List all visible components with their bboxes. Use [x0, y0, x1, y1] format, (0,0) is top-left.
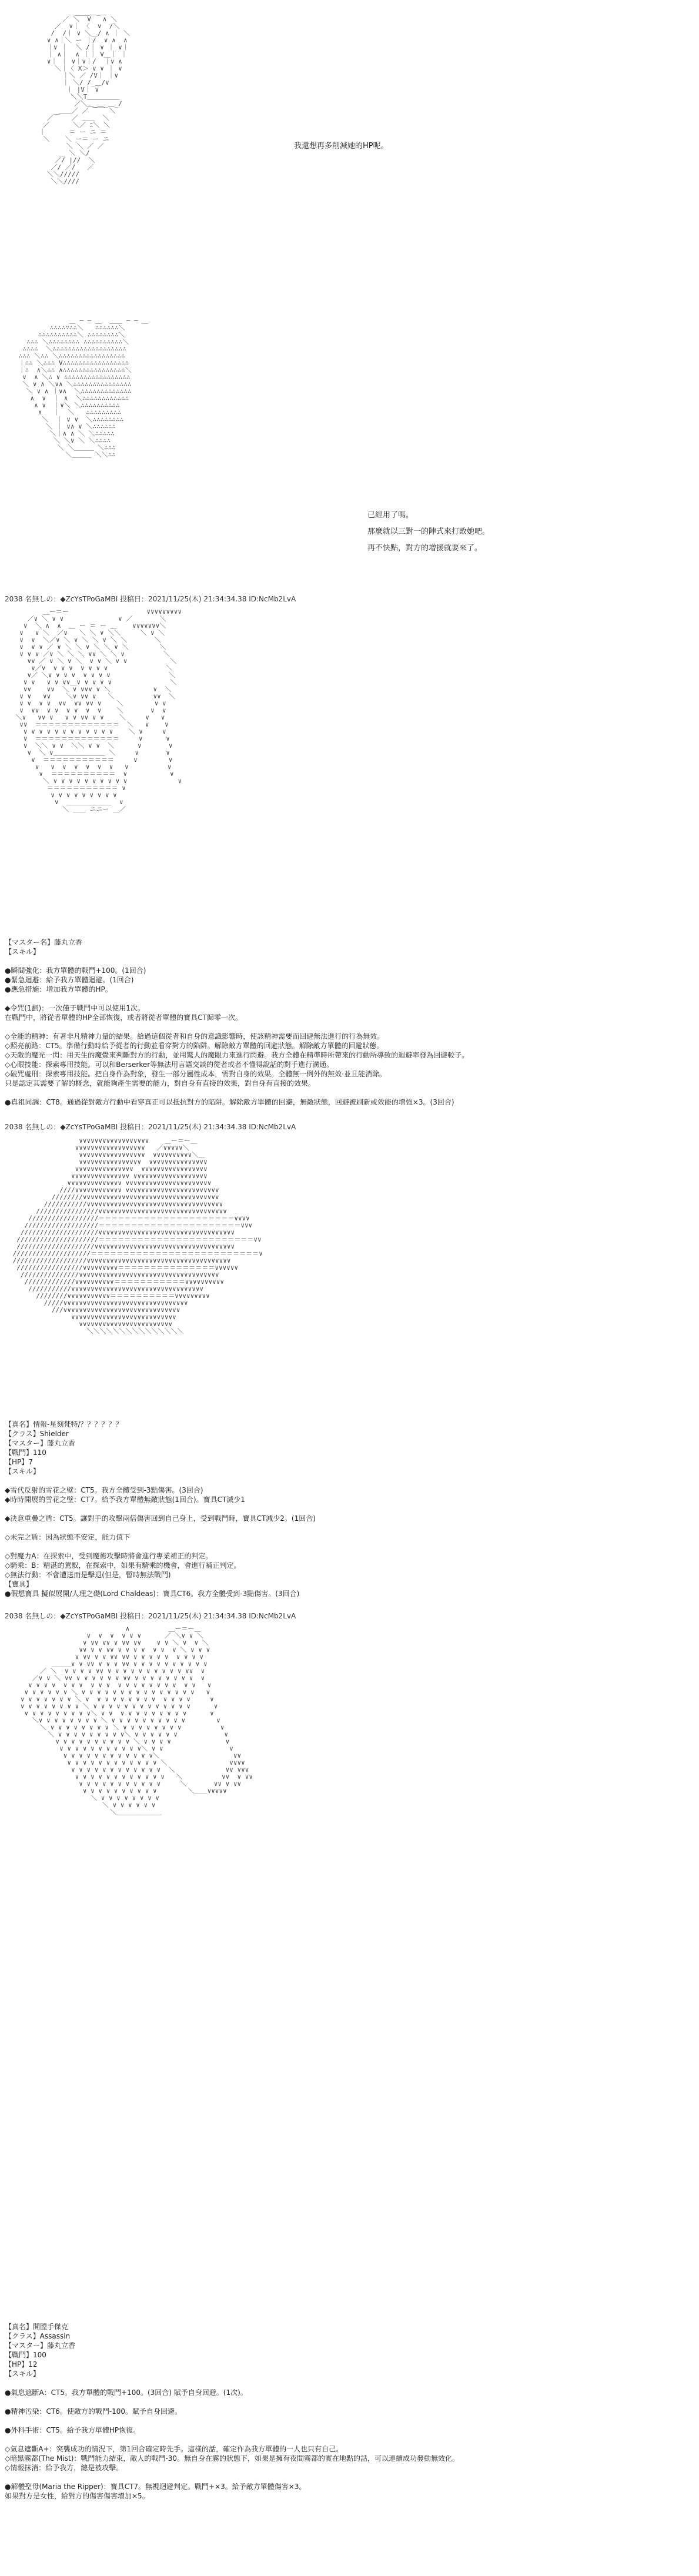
sheet-line: 【戰鬥】100: [5, 2351, 46, 2359]
sheet-line: [5, 2397, 693, 2407]
sheet-line: [5, 1504, 693, 1514]
sheet-line: ◇對魔力A：在探索中，受到魔術攻擊時將會進行專業補正的判定。: [5, 1552, 213, 1560]
sheet-line: 【マスター】藤丸立香: [5, 2341, 76, 2350]
sheet-line: [5, 2378, 693, 2388]
sheet-line: 【真名】情報-星刻梵特/？？？？？？: [5, 1420, 123, 1428]
narration-line: 那麼就以三對一的陣式來打敗她吧。: [367, 527, 490, 536]
sheet-line: [5, 1542, 693, 1551]
sheet-line: 只是認定其需要了解的概念，就能夠產生需要的能力，對自身有直接的效果，對自身有直接的效果。: [5, 1079, 316, 1088]
character-sheet-master: [5, 938, 693, 1107]
sheet-line: ●氣息遮斷A：CT5。我方單體的戰鬥+100。(3回合) 賦予自身回避。(1次)。: [5, 2388, 248, 2397]
sheet-line: [5, 2473, 693, 2482]
sheet-line: ●瞬間強化：我方單體的戰鬥+100。(1回合): [5, 966, 146, 975]
sheet-line: [5, 956, 693, 966]
sheet-line: [5, 1088, 693, 1098]
ascii-art-figure-1: ____＿_＿ ／ ＼ V ∧ ＼ ／ ∨｜ 〈 ∨ /＼ / /｜ ∨ ＼＿/ ∧ ｜ ＼ ∨ ∧｜＼ ー ｜/ ∨ ∧ ∧ ｜∨ ｜ ＼ /｜ ∨ ｜ ∨｜ ｜ ∧｜ ∧ ｜｜ V＿｜ ｜ ∨｜ ｜ ∨｜∨｜/ ｜∨ ∧ ＼｜〈 X＞ ∨ ∨ ｜ ∨ ｜＼ ／ /V｜ ｜∨ ｜ ＼/ /_＿/∨ ｜ |V｜ ∨ ＼＼T＿＿＿＿＿ ／＼＿_＿_＿_/ ＿＿／ ／ ￣￣ ＼ ／￣ ／ ＿＿ ＼ ／ ＼／ ﾆ＼ ＼ ｜ ＝ ー ニ ＝ ＼ ＼ ー＝ ー ニ ＼ ＼ ／ ／ ＿ ＼ ＼/ ／/ |// ＼ ／/ ／/ ／ ＼＼///// ＼＼////: [39, 9, 130, 185]
post-header: 2038 名無しの：◆ZcYsTPoGaMBI 投稿日：2021/11/25(木) 21:34:34.38 ID:NcMb2LvA: [5, 595, 296, 603]
ascii-art-figure-5: ∧ ＿ー＝ー＿ ∨ ∨ ∨ ∨ ∨ ∨ ／ ＼∨ ∨ ＼ ∨ ∨∨ ∨∨ ∨ ∨∨ ∨∨ ∨ ∨ ＼ ∨ ∨ ＼ ∨∨ ∨ ∨ ∨∨ ∨ ∨ ∨ ∨ ∨ ∨ ∨ ＼ ∨ ∨ ∨ ∨ ∨∨ ∨ ∨ ∨∨ ∨∨ ∨ ∨ ∨ ∨ ∨ ∨ ∨ ∨ ∨ ＿＿＿∨ ∨ ∨∨ ∨ ∨ ∨ ∨∨ ∨ ∨ ∨ ∨ ∨ ∨ ∨ ∨ ∨ ∨ ／ ＼ ∨ ∨ ∨ ∨ ∨∨ ∨ ∨ ∨ ∨ ∨ ∨ ∨ ∨ ∨ ∨ ∨∨ ∨ ／∨ ∨ ＼ ∨∨ ∨ ∨ ∨ ∨ ∨ ∨ ∨∨ ∨ ∨ ∨ ∨ ∨ ∨ ∨ ∨ ∨ ∨ ∨ ∨ ∨ ∨ ∨ ∨ ∨ ∨ ∨ ∨ ∨ ∨ ∨ ∨ ∨ ∨ ∨ ∨ ∨ ∨ ∨ ∨ ∨ ∨ ∨ ∨ ＼ ∨ ∨ ∨ ∨ ∨ ∨ ∨ ∨ ∨ ∨ ∨ ∨ ∨ ∨ ∨ ∨ ∨ ∨ ∨ ∨ ∨ ∨ ∨ ＼ ∨ ∨ ∨ ∨ ∨ ∨ ∨ ∨ ∨ ∨ ∨ ∨ ∨ ∨ ∨ ∨ ∨ ∨ ∨ ∨ ∨ ∨ ＼ ∨ ∨ ∨ ∨ ∨ ∨ ∨ ∨ ∨ ∨ ∨ ∨ ∨ ∨ ∨ ∨ ∨ ∨ ∨ ∨ ∨ ∨ ∨＼ ∨ ∨ ∨ ∨ ∨ ∨ ∨ ∨ ∨ ∨ ∨ ∨ ＼∨ ∨ ∨ ∨ ∨ ∨ ∨ ∨ ＼ ∨ ∨ ∨ ∨ ∨ ∨ ∨ ∨ ∨ ∨ ∨ ＼ ∨ ∨ ∨ ∨ ∨ ∨ ∨ ∨ ＼ ∨ ∨ ∨ ∨ ∨ ∨ ∨ ∨ ∨ ＼ ∨ ∨ ∨ ∨ ∨ ∨ ∨ ∨ ∨＼ ∨ ∨ ∨ ∨ ∨ ∨ ∨ ∨ ∨ ∨ ∨ ∨ ∨ ∨ ∨ ∨ ∨ ＼ ∨ ∨ ∨ ∨ ∨ ∨ ∨ ∨ ∨ ∨ ∨ ∨ ∨ ∨ ∨ ∨＼ ∨ ∨ ∨ ∨ ∨ ∨ ∨ ∨ ∨ ∨ ∨ ∨ ∨ ∨ ∨＼ ∨∨ ∨ ∨ ∨ ∨ ∨ ∨ ∨ ∨ ∨ ∨ ∨ ∨ ＼ ∨∨∨∨ ∨ ∨ ∨ ∨ ∨ ∨ ∨ ∨ ∨ ∨ ∨ ∨ ＼ ∨∨ ∨∨∨ ∨ ∨ ∨ ∨ ∨ ∨ ∨ ∨ ∨ ∨ ∨ ∨ ＼ ∨∨ ∨ ∨∨ ∨ ∨ ∨ ∨ ∨ ∨ ∨ ∨ ∨ ∨ ∨ ＼ ∨∨ ∨ ∨∨ ∨ ∨ ∨ ∨ ∨ ∨ ∨ ∨ ∨ ∨ ＼＿＿∨∨∨∨∨ ＼ ∨ ∨ ∨ ∨ ∨ ∨ ∨ ∨ ＼ ∨ ∨ ∨ ∨ ∨ ∨ ＼＿＿＿＿＿＿＿: [20, 1625, 253, 1816]
sheet-line: ◇情報抹消：給予我方，總是被攻擊。: [5, 2464, 123, 2472]
character-sheet-shielder: [5, 1420, 693, 1598]
sheet-line: [5, 1523, 693, 1533]
sheet-line: ●精神汚染：CT6。使敵方的戰鬥-100。賦予自身回避。: [5, 2407, 182, 2416]
sheet-line: ◇心眼技能：探索專用技能。可以和Berserker等無法用言語交談的從者或者不懂得說話的對手進行溝通。: [5, 1060, 334, 1069]
sheet-line: ●緊急迴避：給予我方單體迴避。(1回合): [5, 976, 134, 984]
sheet-line: ●應急措施：增加我方單體的HP。: [5, 985, 112, 993]
sheet-line: ◇未完之盾：因為狀態不安定，能力值下: [5, 1533, 131, 1541]
sheet-line: ◆令咒(1劃)：一次僅于戰鬥中可以使用1次。: [5, 1004, 145, 1012]
sheet-line: ◇破咒處刑：探索專用技能。把自身作為對象，發生一部分屬性成本，需對自身的效果。全體無一例外的無效·並且能消除。: [5, 1070, 387, 1078]
sheet-line: 在戰鬥中，將從者單體的HP全部恢復，或者將從者單體的寶具CT歸零一次。: [5, 1013, 242, 1022]
sheet-line: ●外科手術：CT5。給予我方單體HP恢復。: [5, 2426, 141, 2434]
sheet-line: 如果對方是女性，給對方的傷害傷害增加×5。: [5, 2492, 149, 2500]
sheet-line: 【スキル】: [5, 2370, 40, 2378]
sheet-line: 【HP】12: [5, 2360, 38, 2368]
sheet-line: ◆時時開展的雪花之壁：CT7。給予我方單體無敵狀態(1回合)。寶具CT減少1: [5, 1496, 245, 1504]
sheet-line: 【寶具】: [5, 1580, 34, 1588]
sheet-line: ◆決意重疊之盾：CT5。讓對手的攻擊兩倍傷害回到自己身上，受到戰鬥時，寶具CT減少2。(1回合): [5, 1514, 316, 1523]
ascii-art-figure-2: ＿ ─ ─ ＿ ＿＿ ─ ─ ＿ ∴∴∴∴∵∴∴＼ ∴∴∴∴∴∴＼ ∴∴∴∴∴∴∴∴∴∴＼ ∴∴∴∴∴∴∴∴＼ ∴∴∴ ＼∴∴∴∴∴∴∴∴ ∴∴∴∴∴∴∴∴∴∴＼ ∴∴∴∴ ＼∴∴∴∴∴∴∴∴∴∴∴∴∴∴∴∴∴∴∴ ∴∴∴ ＼∴∴ ＼∴∴∴∴∴∴∴∴∴∴∴∴∴∴∴∴∴ ｜∴∴ ＼∴∴∴ V∴∴∴∴∴∴∴∴∴∴∴∴∴∴∴∴∴ ｜∴ ∧＼∴∴ ∧∴∴∴∴∴∴∴∴∴∴∴∴∴∴∴∴＼ ∨ ∧ ＼∴ ∨ ∴∴∴∴∴∴∴∴∴∴∴∴∴∴∴∴∴ ＼ ∨ ∧ ＼∨∧ ＼∴∴∴∴∴∴∴∴∴∴∴∴∴∴∴ ＼ ∨ ∧ ｜∨∧ ＼∴∴∴∴∴∴∴∴∴∴∴∴∴ ∧ ∨ ｜ ∧ ＼∴∴∴∴∴∴∴∴∴∴∴∴ ∧ ∨ ｜∨＼ ＼∴∴∴∴∴∴∴∴∴∴ ∧ ｜ ＼ ∴∴∴∴∴∴∴∴∴ ＼ ｜ ∨ ∨ ＼∴∴∴∴∴∴∴∴ ＼ ｜ ∨∧ ∨ ＼∴∴∴∴∴∴ ＼｜∧ ∧ ＼ ＼∴∴∴∴∴ ＼ ＼∨ ＼ ＼∴∴∴∴ ＼ ＼＿＿＿ ＼∴∴∴ ＼＿＿＿ ＼＼∴∴: [18, 317, 149, 459]
sheet-line: 【真名】開膛手傑克: [5, 2323, 69, 2331]
sheet-line: 【スキル】: [5, 948, 40, 956]
sheet-line: ●解體聖母(Maria the Ripper)：寶具CT7。無視迴避判定。戰鬥+×3。給予敵方單體傷害×3。: [5, 2483, 306, 2491]
post-header: 2038 名無しの：◆ZcYsTPoGaMBI 投稿日：2021/11/25(木) 21:34:34.38 ID:NcMb2LvA: [5, 1612, 296, 1620]
sheet-line: 【HP】7: [5, 1458, 33, 1466]
post-header: 2038 名無しの：◆ZcYsTPoGaMBI 投稿日：2021/11/25(木) 21:34:34.38 ID:NcMb2LvA: [5, 1123, 296, 1131]
sheet-line: ◇騎乘：B：精湛的駕馭，在探索中，如果有騎乘的機會，會進行補正判定。: [5, 1561, 241, 1570]
sheet-line: 【マスター】藤丸立香: [5, 1439, 76, 1447]
sheet-line: [5, 994, 693, 1003]
ascii-art-figure-3: ＿ー＝ー ∨∨∨∨∨∨∨∨∨ ／∨ ＼ ∨ ∨ ∨ ／ ＼ ∨ ＼ ∧ ∧ ＿ ー ＝ ー ＿ ∨∨∨∨∨∨∨＼ ∨ ∨ ＼ ／∨ ＼ ＼ ∨ ＼＼ ＼ ∨ ＼ ∨ ∨ ＼／∨ ＼ ∨ ＼ ＼ ∨ ＼ ＼ ＼ ∨ ∨ ∨ ／ ∨ ＼ ＼ ∨ ＼ ＼ ∨ ＼ ＼ ∨ ∨ ∨ ／∨ ＼ ＼ ＼ ∨∨ ＼ ＼ ∨ ＼ ∨∨ ／ ∨ ＼ ∨ ＼ ∨ ∨ ＼ ∨ ∨ ＼ ∨／∨ ∨ ∨ ∨ ∨ ∨ ∨ ∨ ＼ ∨／ ＼∨ ∨ ∨ ∨ ∨ ∨ ∨ ∨ ＼ ∨ ∨ ∨ ∨ ∨∨＿∨ ∨ ∨ ∨ ∨ ＼ ∨∨ ∨∨ ＼ ∨ ∨∨∨ ∨ ＼ ∨ ＼ ∨ ∨ ∨∨ ＼∨ ∨∨ ∨ ＼ ∨∨ ＼ ∨ ∨ ∨ ∨ ∨∨ ∨∨ ∨∨ ∨ ＼ ∨ ∨ ∨ ∨∨ ∨ ∨ ∨ ∨ ∨ ∨ ＼ ∨ ∨ ＼∨ ∨∨ ∨ ∨ ∨ ∨∨ ∨ ∨ ＼ ∨ ∨ ∨∨ ＝＝＝＝＝＝＝＝＝＝＝＝＝ ＼ ∨ ∨ ∨ ∨ ∨ ∨ ∨ ∨ ∨ ∨ ∨ ∨ ∨ ∨ ＼ ∨ ∨ ∨ ＝＝＝＝＝＝＝＝＝＝＝＝＝ ∨ ∨ ∨ ＼＼ ∨ ∨ ＼＼ ∨ ∨ ＼ ∨ ∨ ∨ ＼ ∨＿＿＿＿＿＿＿＿ ＼ ∨ ∨ ∨ ＝＝＝＝＝＝＝＝＝＝＝ ∨ ∨ ∨ ∨ ∨ ∨ ∨ ∨ ∨ ∨ ∨ ∨ ＝＝＝＝＝＝＝＝＝＝ ∨ ∨ ＼ ∨ ∨ ∨ ∨ ∨ ∨ ∨ ∨ ∨ ∨ ∨ ＝＝＝＝＝＝＝＝＝＝＝ ∨ ∨ ∨ ∨ ∨ ∨ ∨ ∨ ∨ ∨ ∨ ＿＿＿＿＿＿＿ ∨ ＼ ＿＿ ニニー ＿／: [15, 608, 182, 813]
narration-line: 我還想再多削減她的HP呢。: [294, 142, 389, 150]
narration-line: 再不快點，對方的增援就要來了。: [367, 544, 483, 553]
narration-line: 已經用了嗎。: [367, 511, 414, 520]
sheet-line: ●假想寶具 擬似展開/人理之礎(Lord Chaldeas)：寶具CT6。我方全體受到-3點傷害。(3回合): [5, 1590, 300, 1598]
sheet-line: ◇全能的精神：有著非凡精神力量的結果。給過這個從者和自身的意識影響時，使該精神需要而回避無法進行的行為無效。: [5, 1032, 384, 1041]
sheet-line: [5, 2435, 693, 2444]
sheet-line: [5, 2416, 693, 2426]
character-sheet-assassin: [5, 2322, 693, 2501]
sheet-line: 【戰鬥】110: [5, 1448, 46, 1457]
ascii-art-figure-4: ∨∨∨∨∨∨∨∨∨∨∨∨∨∨∨∨∨∨ ＿ー＝ー＿ ∨∨∨∨∨∨∨∨∨∨∨∨∨∨∨∨∨∨ ／∨∨∨∨∨＼ ∨∨∨∨∨∨∨∨∨∨∨∨∨∨∨∨∨ ∨∨∨∨∨∨∨∨∨∨＼＿ ∨∨∨∨∨∨∨∨∨∨∨∨∨∨∨∨ ∨∨∨∨∨∨∨∨∨∨∨∨∨∨∨ ∨∨∨∨∨∨∨∨∨∨∨∨∨∨∨ ∨∨∨∨∨∨∨∨∨∨∨∨∨∨∨∨∨ ∨∨∨∨∨∨∨∨∨∨∨∨∨∨∨ ∨∨∨∨∨∨∨∨∨∨∨∨∨∨∨∨∨∨∨ ∨∨∨∨∨∨∨∨∨∨∨∨∨∨ ∨∨∨∨∨∨∨∨∨∨∨∨∨∨∨∨∨∨∨∨∨∨ ////∨∨∨∨∨∨∨∨∨∨∨∨ ∨∨∨∨∨∨∨∨∨∨∨∨∨∨∨∨∨∨∨∨∨∨∨∨ ////////∨∨∨∨∨∨∨∨∨∨∨∨∨∨∨∨∨∨∨∨∨∨∨∨∨∨∨∨∨∨∨∨∨∨∨ ///////////∨∨∨∨∨∨∨∨∨∨∨∨∨∨∨∨∨∨∨∨∨∨∨∨∨∨∨∨∨∨∨∨∨∨∨ ////////////////∨∨∨∨∨∨∨∨∨∨∨∨∨∨∨∨∨∨∨∨∨∨∨∨∨∨∨∨∨∨∨∨∨ //////////////////＝＝＝＝＝＝＝＝＝＝＝＝＝＝＝＝＝＝＝＝＝∨∨∨∨ ///////////////////＝＝＝＝＝＝＝＝＝＝＝＝＝＝＝＝＝＝＝＝＝＝∨∨∨ ////////////////////∨∨∨∨∨∨∨∨∨∨∨∨∨∨∨∨∨∨∨∨∨∨∨∨∨∨∨∨∨∨∨∨∨∨∨ /////////////////////＝＝＝＝＝＝＝＝＝＝＝＝＝＝＝＝＝＝＝＝＝＝＝＝∨∨ ////////////////////∨∨∨∨∨∨∨∨∨∨∨∨∨∨∨∨∨∨∨∨∨∨∨∨∨∨∨∨∨∨∨∨∨∨∨∨ ////////////////////＝＝＝＝＝＝＝＝＝＝＝＝＝＝＝＝＝＝＝＝＝＝＝＝＝＝∨ ///////////////////∨∨∨∨∨∨∨∨∨∨∨∨∨∨∨∨∨∨∨∨∨∨∨∨∨∨∨∨∨∨∨∨∨∨∨∨∨ /////////////////∨∨∨∨∨∨∨∨∨＝＝＝＝＝＝＝＝＝＝＝＝＝＝＝∨∨∨∨∨∨ ///////////////∨∨∨∨∨∨∨∨∨∨∨∨∨∨∨∨∨∨∨∨∨∨∨∨∨∨∨∨∨∨∨∨∨∨∨∨ /////////////∨∨∨∨∨∨∨∨∨∨＝＝＝＝＝＝＝＝＝＝＝∨∨∨∨∨∨∨∨∨∨ ///////////∨∨∨∨∨∨∨∨∨∨∨∨∨∨∨∨∨∨∨∨∨∨∨∨∨∨∨∨∨∨∨∨∨∨ ////////∨∨∨∨∨∨∨∨∨∨∨＝＝＝＝＝＝＝＝＝＝∨∨∨∨∨∨∨∨∨ /////∨∨∨∨∨∨∨∨∨∨∨∨∨∨∨∨∨∨∨∨∨∨∨∨∨∨∨∨∨∨∨∨ ///∨∨∨∨∨∨∨∨∨∨∨∨∨∨∨∨∨∨∨∨∨∨∨∨∨∨∨∨∨∨ ∨∨∨∨∨∨∨∨∨∨∨∨∨∨∨∨∨∨∨∨∨∨∨∨∨∨∨ ∨∨∨∨∨∨∨∨∨∨∨∨∨∨∨∨∨∨∨∨∨∨∨∨ ＼＼＼＼＼＼＼＼＼＼＼＼＼＼＼: [12, 1138, 263, 1335]
sheet-line: ◇暗黑霧都(The Mist)：戰鬥能力結束，敵人的戰鬥-30。無自身在霧的狀態下，如果是擁有夜間霧都的實在地點的話，可以連續成功發動無效化。: [5, 2454, 459, 2463]
sheet-line: ◇天敵的魔光一閃：用天生的魔覺來判斷對方的行動，並用驚人的魔眼力來進行閃避。我方全體在精準時所帶來的行動所導致的迴避率發為回避較子。: [5, 1051, 469, 1059]
sheet-line: ◇無法行動：不會遭送而是擊退(但是，暫時無法戰鬥): [5, 1571, 171, 1579]
sheet-line: ◆雪代反射的雪花之壁：CT5。我方全體受到-3點傷害。(3回合): [5, 1486, 203, 1494]
sheet-line: ●真祖同調：CT8。通過從對敵方行動中看穿真正可以抵抗對方的陷阱。解除敵方單體的回避，無敵狀態，回避被刷新或效能的增強×3。(3回合): [5, 1098, 454, 1106]
sheet-line: 【スキル】: [5, 1467, 40, 1476]
sheet-line: [5, 1476, 693, 1486]
sheet-line: ◇照亮前路：CT5。準備行動時給予從者的行動並看穿對方的陷阱。解除敵方單體的回避狀態。解除敵方單體的回避狀態。: [5, 1042, 384, 1050]
sheet-line: 【マスター名】藤丸立香: [5, 938, 83, 946]
sheet-line: [5, 1022, 693, 1032]
sheet-line: 【クラス】Shielder: [5, 1430, 69, 1438]
sheet-line: ◇氣息遮斷A+：突襲成功的情況下，第1回合確定時先手。這樣的話，確定作為我方單體的一人也只有自己。: [5, 2445, 343, 2453]
sheet-line: 【クラス】Assassin: [5, 2332, 71, 2340]
